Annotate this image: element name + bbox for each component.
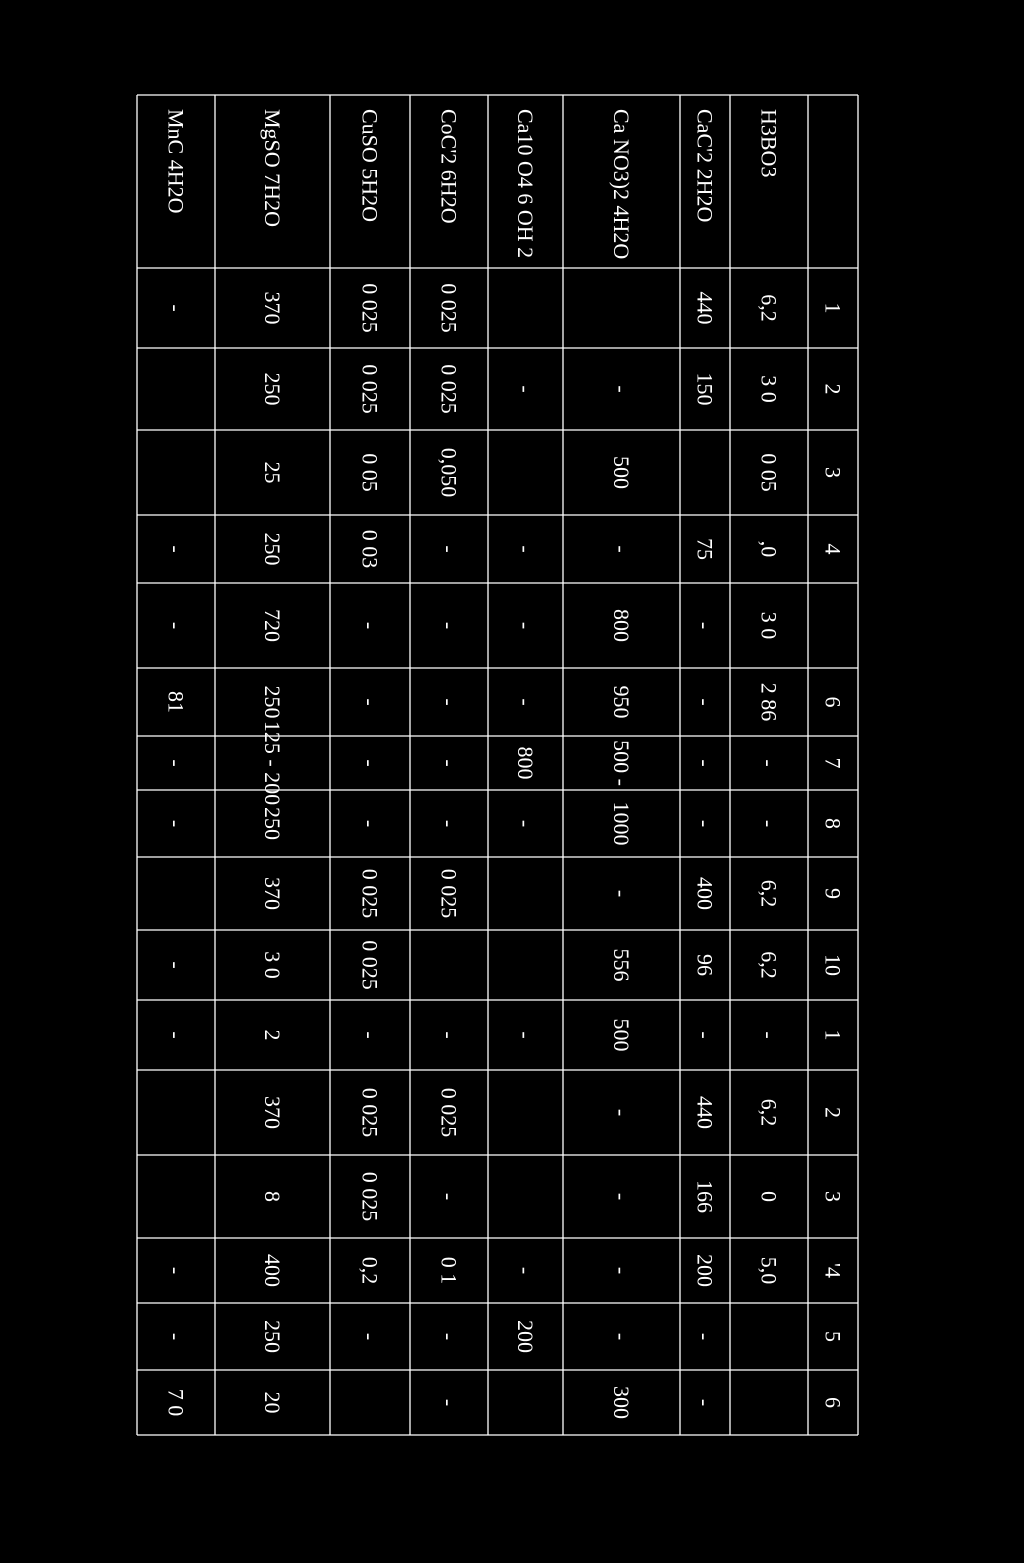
column-header: 5 bbox=[820, 1331, 846, 1342]
row-label: CuSO 5H2O bbox=[357, 109, 383, 223]
table-cell: - bbox=[609, 385, 634, 393]
table-cell: 81 bbox=[163, 691, 189, 713]
table-cell: - bbox=[163, 759, 189, 767]
table-cell: - bbox=[756, 1031, 782, 1039]
table-cell: 2 bbox=[260, 1029, 285, 1041]
table-cell: 0 025 bbox=[357, 1171, 383, 1222]
table-cell: - bbox=[609, 1192, 634, 1201]
column-header: 9 bbox=[820, 888, 846, 899]
table-cell: - bbox=[357, 759, 383, 767]
row-label: MnC 4H2O bbox=[163, 109, 189, 214]
table-cell: - bbox=[513, 698, 538, 706]
table-cell: 800 bbox=[609, 609, 634, 642]
table-cell: 0 05 bbox=[357, 453, 383, 492]
table-cell: - bbox=[163, 961, 189, 969]
table-cell: 370 bbox=[260, 1096, 285, 1129]
table-cell: 370 bbox=[260, 291, 285, 325]
table-cell: 2 86 bbox=[756, 682, 782, 722]
column-header: 1 bbox=[820, 302, 846, 314]
table-cell: - bbox=[513, 1031, 538, 1039]
table-cell: 5,0 bbox=[756, 1256, 782, 1285]
table-cell: - bbox=[357, 1031, 383, 1039]
table-cell: 8 bbox=[260, 1191, 285, 1202]
table-cell: 0 1 bbox=[436, 1256, 462, 1285]
table-cell: 200 bbox=[692, 1254, 718, 1287]
column-header: 4 bbox=[820, 543, 846, 555]
table-cell: 250 bbox=[260, 1320, 285, 1353]
column-header: 3 bbox=[820, 467, 846, 478]
table-cell: - bbox=[163, 1266, 189, 1275]
table-cell: 0 05 bbox=[756, 453, 782, 492]
row-label: CoC'2 6H2O bbox=[436, 109, 462, 224]
table-cell: - bbox=[436, 698, 462, 706]
table-cell: 440 bbox=[692, 291, 718, 325]
table-cell: - bbox=[163, 1332, 189, 1341]
table-cell: 25 bbox=[260, 461, 285, 484]
table-cell: 500 - bbox=[609, 740, 634, 786]
table-cell: 500 bbox=[609, 1018, 634, 1052]
table-cell: - bbox=[609, 545, 634, 553]
table-cell: 3 0 bbox=[756, 375, 782, 403]
table-cell: 0 025 bbox=[436, 364, 462, 414]
row-labels bbox=[164, 109, 782, 259]
table-cell: 0 025 bbox=[436, 1087, 462, 1138]
table-cell: - bbox=[436, 545, 462, 553]
table-cell: - bbox=[609, 1108, 634, 1117]
row-label: Ca NO3)2 4H2O bbox=[609, 109, 634, 260]
table-cell: - bbox=[692, 621, 718, 630]
table-cell: - bbox=[756, 759, 782, 767]
table-cell: 3 0 bbox=[756, 611, 782, 640]
table-cell: 125 - 200 bbox=[260, 720, 285, 806]
table-cell: 7 0 bbox=[163, 1388, 189, 1417]
table-cell: 75 bbox=[692, 538, 718, 560]
table-cell: 400 bbox=[692, 877, 718, 910]
table-cell: - bbox=[163, 304, 189, 312]
row-label: CaC'2 2H2O bbox=[692, 109, 718, 223]
table-cell: 250 bbox=[260, 532, 285, 566]
table-cells bbox=[164, 283, 782, 1419]
table-cell: - bbox=[513, 545, 538, 553]
table-cell: 0,050 bbox=[436, 447, 462, 498]
table-cell: 0 025 bbox=[357, 283, 383, 333]
table-cell: 370 bbox=[260, 877, 285, 910]
table-cell: - bbox=[513, 385, 538, 393]
table-cell: - bbox=[436, 759, 462, 767]
column-header: 6 bbox=[820, 1397, 846, 1408]
table-cell: 150 bbox=[692, 372, 718, 406]
table-cell: - bbox=[692, 698, 718, 706]
table-cell: 0 025 bbox=[357, 1087, 383, 1138]
column-header: 10 bbox=[820, 954, 846, 976]
row-label: Ca10 O4 6 OH 2 bbox=[513, 109, 538, 259]
table-cell: 0 025 bbox=[357, 364, 383, 414]
table-cell: 0 03 bbox=[357, 529, 383, 569]
table-cell: 300 bbox=[609, 1386, 634, 1419]
table-cell: - bbox=[513, 819, 538, 828]
column-header: 6 bbox=[820, 696, 846, 708]
table-cell: 6,2 bbox=[756, 951, 782, 979]
column-header: 3 bbox=[820, 1191, 846, 1202]
table-cell: - bbox=[609, 1332, 634, 1341]
table-cell: - bbox=[513, 1266, 538, 1275]
table-cell: 3 0 bbox=[260, 951, 285, 979]
table-cell: - bbox=[357, 819, 383, 828]
table-cell: 6,2 bbox=[756, 294, 782, 322]
table-cell: - bbox=[436, 621, 462, 630]
table-cell: 250 bbox=[260, 685, 285, 719]
table-cell: - bbox=[357, 1332, 383, 1341]
table-cell: - bbox=[756, 819, 782, 828]
table-cell: - bbox=[163, 545, 189, 553]
table-cell: 720 bbox=[260, 609, 285, 642]
table-cell: - bbox=[692, 1332, 718, 1341]
column-header: 2 bbox=[820, 383, 846, 395]
table-cell: 6,2 bbox=[756, 1098, 782, 1127]
table-cell: - bbox=[692, 819, 718, 828]
table-cell: - bbox=[609, 889, 634, 898]
table-cell: 20 bbox=[260, 1391, 285, 1414]
table-cell: 950 bbox=[609, 685, 634, 719]
table-cell: - bbox=[692, 1031, 718, 1039]
table-cell: - bbox=[436, 1332, 462, 1341]
table-cell: 440 bbox=[692, 1096, 718, 1129]
row-label: MgSO 7H2O bbox=[260, 109, 285, 227]
table-cell: - bbox=[436, 819, 462, 828]
table-cell: 200 bbox=[513, 1320, 538, 1353]
table-cell: - bbox=[692, 1398, 718, 1407]
row-label: H3BO3 bbox=[756, 109, 782, 178]
table-cell: - bbox=[357, 698, 383, 706]
table-cell: 800 bbox=[513, 746, 538, 780]
table-cell: 250 bbox=[260, 372, 285, 406]
table-cell: 0,2 bbox=[357, 1256, 383, 1285]
table-cell: 1000 bbox=[609, 801, 634, 846]
table-cell: - bbox=[163, 819, 189, 828]
table-cell: - bbox=[163, 1031, 189, 1039]
table-cell: - bbox=[692, 759, 718, 767]
table-cell: 400 bbox=[260, 1254, 285, 1287]
table-cell: - bbox=[163, 621, 189, 630]
table-cell: ,0 bbox=[756, 540, 782, 558]
table-cell: 0 025 bbox=[357, 940, 383, 990]
table-cell: 500 bbox=[609, 456, 634, 489]
table-cell: 6,2 bbox=[756, 879, 782, 908]
table-cell: 250 bbox=[260, 807, 285, 840]
table-cell: 96 bbox=[692, 954, 718, 976]
table-cell: - bbox=[609, 1266, 634, 1275]
table-cell: 0 025 bbox=[436, 868, 462, 919]
table-cell: 556 bbox=[609, 948, 634, 982]
table-cell: - bbox=[436, 1192, 462, 1201]
column-header: 1 bbox=[820, 1029, 846, 1041]
table-cell: 0 bbox=[756, 1191, 782, 1202]
table-cell: - bbox=[436, 1031, 462, 1039]
table-cell: 166 bbox=[692, 1180, 718, 1213]
column-header: 8 bbox=[820, 818, 846, 829]
table-grid bbox=[137, 95, 858, 1435]
table-cell: - bbox=[357, 621, 383, 630]
column-header: 7 bbox=[820, 757, 846, 769]
table-cell: 0 025 bbox=[436, 283, 462, 333]
column-header: '4 bbox=[820, 1263, 846, 1278]
table-cell: 0 025 bbox=[357, 868, 383, 919]
table-cell: - bbox=[513, 621, 538, 630]
column-headers bbox=[821, 303, 846, 1409]
table-cell: - bbox=[436, 1398, 462, 1407]
column-header: 2 bbox=[820, 1107, 846, 1118]
